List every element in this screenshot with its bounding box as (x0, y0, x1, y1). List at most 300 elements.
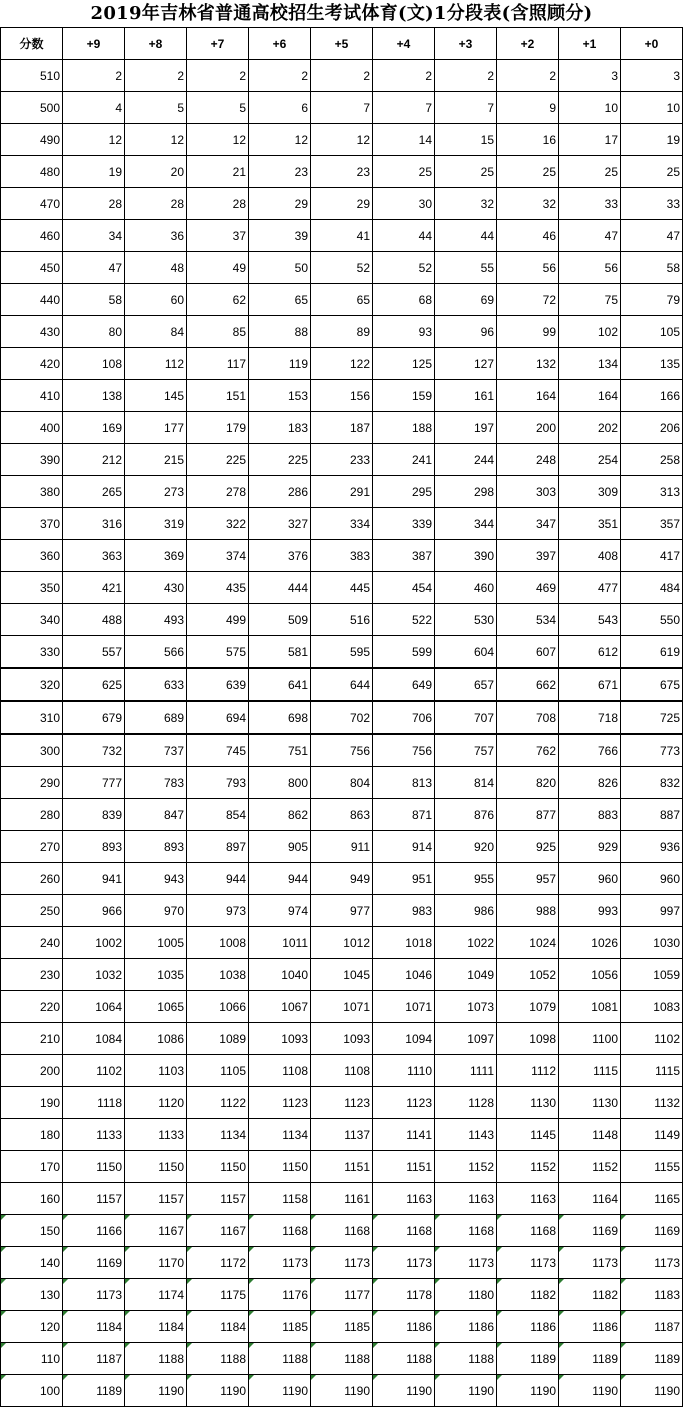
count-cell: 1175 (187, 1279, 249, 1311)
count-cell: 1161 (311, 1183, 373, 1215)
count-cell: 1185 (249, 1311, 311, 1343)
count-cell: 1071 (311, 991, 373, 1023)
count-cell: 88 (249, 316, 311, 348)
count-cell: 197 (435, 412, 497, 444)
count-cell: 1184 (187, 1311, 249, 1343)
count-cell: 258 (621, 444, 683, 476)
score-cell: 170 (1, 1151, 63, 1183)
count-cell: 1115 (559, 1055, 621, 1087)
table-row (1, 831, 683, 863)
count-cell: 1190 (249, 1375, 311, 1407)
count-cell: 1110 (373, 1055, 435, 1087)
count-cell: 1190 (497, 1375, 559, 1407)
count-cell: 1190 (187, 1375, 249, 1407)
count-cell: 460 (435, 572, 497, 604)
count-cell: 694 (187, 701, 249, 734)
count-cell: 1186 (497, 1311, 559, 1343)
count-cell: 1103 (125, 1055, 187, 1087)
count-cell: 499 (187, 604, 249, 636)
count-cell: 298 (435, 476, 497, 508)
count-cell: 949 (311, 863, 373, 895)
count-cell: 25 (497, 156, 559, 188)
count-cell: 32 (497, 188, 559, 220)
table-row (1, 348, 683, 380)
count-cell: 1150 (249, 1151, 311, 1183)
count-cell: 1157 (63, 1183, 125, 1215)
count-cell: 1112 (497, 1055, 559, 1087)
count-cell: 1158 (249, 1183, 311, 1215)
count-cell: 1093 (249, 1023, 311, 1055)
count-cell: 1081 (559, 991, 621, 1023)
count-cell: 1177 (311, 1279, 373, 1311)
count-cell: 1132 (621, 1087, 683, 1119)
count-cell: 10 (621, 92, 683, 124)
count-cell: 351 (559, 508, 621, 540)
count-cell: 435 (187, 572, 249, 604)
count-cell: 557 (63, 636, 125, 669)
count-cell: 1035 (125, 959, 187, 991)
count-cell: 813 (373, 767, 435, 799)
score-cell: 150 (1, 1215, 63, 1247)
count-cell: 2 (373, 60, 435, 92)
count-cell: 85 (187, 316, 249, 348)
count-cell: 138 (63, 380, 125, 412)
count-cell: 1065 (125, 991, 187, 1023)
count-cell: 820 (497, 767, 559, 799)
count-cell: 657 (435, 668, 497, 701)
count-cell: 575 (187, 636, 249, 669)
count-cell: 1134 (249, 1119, 311, 1151)
score-cell: 300 (1, 734, 63, 767)
count-cell: 65 (311, 284, 373, 316)
score-cell: 420 (1, 348, 63, 380)
header-plus3: +3 (435, 28, 497, 60)
count-cell: 1184 (63, 1311, 125, 1343)
count-cell: 21 (187, 156, 249, 188)
count-cell: 1170 (125, 1247, 187, 1279)
count-cell: 151 (187, 380, 249, 412)
table-row (1, 959, 683, 991)
score-cell: 180 (1, 1119, 63, 1151)
count-cell: 762 (497, 734, 559, 767)
count-cell: 15 (435, 124, 497, 156)
count-cell: 1052 (497, 959, 559, 991)
count-cell: 96 (435, 316, 497, 348)
count-cell: 36 (125, 220, 187, 252)
count-cell: 200 (497, 412, 559, 444)
count-cell: 47 (621, 220, 683, 252)
count-cell: 225 (249, 444, 311, 476)
count-cell: 619 (621, 636, 683, 669)
count-cell: 2 (125, 60, 187, 92)
count-cell: 1173 (249, 1247, 311, 1279)
count-cell: 188 (373, 412, 435, 444)
count-cell: 16 (497, 124, 559, 156)
count-cell: 737 (125, 734, 187, 767)
table-row (1, 92, 683, 124)
count-cell: 1143 (435, 1119, 497, 1151)
count-cell: 303 (497, 476, 559, 508)
count-cell: 534 (497, 604, 559, 636)
count-cell: 1164 (559, 1183, 621, 1215)
score-cell: 310 (1, 701, 63, 734)
count-cell: 1093 (311, 1023, 373, 1055)
count-cell: 707 (435, 701, 497, 734)
count-cell: 1108 (311, 1055, 373, 1087)
count-cell: 986 (435, 895, 497, 927)
count-cell: 1118 (63, 1087, 125, 1119)
count-cell: 153 (249, 380, 311, 412)
count-cell: 1188 (125, 1343, 187, 1375)
count-cell: 957 (497, 863, 559, 895)
count-cell: 977 (311, 895, 373, 927)
count-cell: 1089 (187, 1023, 249, 1055)
count-cell: 662 (497, 668, 559, 701)
count-cell: 1168 (497, 1215, 559, 1247)
count-cell: 543 (559, 604, 621, 636)
score-cell: 400 (1, 412, 63, 444)
count-cell: 39 (249, 220, 311, 252)
table-row (1, 1279, 683, 1311)
table-row (1, 734, 683, 767)
table-row (1, 412, 683, 444)
count-cell: 1045 (311, 959, 373, 991)
table-row (1, 156, 683, 188)
count-cell: 112 (125, 348, 187, 380)
count-cell: 47 (63, 252, 125, 284)
count-cell: 1102 (63, 1055, 125, 1087)
count-cell: 1173 (621, 1247, 683, 1279)
count-cell: 814 (435, 767, 497, 799)
count-cell: 706 (373, 701, 435, 734)
count-cell: 28 (125, 188, 187, 220)
count-cell: 390 (435, 540, 497, 572)
count-cell: 278 (187, 476, 249, 508)
count-cell: 1186 (435, 1311, 497, 1343)
count-cell: 322 (187, 508, 249, 540)
count-cell: 509 (249, 604, 311, 636)
count-cell: 1190 (621, 1375, 683, 1407)
count-cell: 1066 (187, 991, 249, 1023)
count-cell: 145 (125, 380, 187, 412)
count-cell: 387 (373, 540, 435, 572)
count-cell: 1180 (435, 1279, 497, 1311)
count-cell: 29 (311, 188, 373, 220)
count-cell: 877 (497, 799, 559, 831)
count-cell: 960 (621, 863, 683, 895)
count-cell: 369 (125, 540, 187, 572)
header-plus9: +9 (63, 28, 125, 60)
count-cell: 244 (435, 444, 497, 476)
score-cell: 240 (1, 927, 63, 959)
count-cell: 1123 (373, 1087, 435, 1119)
count-cell: 914 (373, 831, 435, 863)
score-cell: 140 (1, 1247, 63, 1279)
count-cell: 2 (249, 60, 311, 92)
table-row (1, 1183, 683, 1215)
count-cell: 783 (125, 767, 187, 799)
count-cell: 225 (187, 444, 249, 476)
table-row (1, 60, 683, 92)
table-row (1, 1215, 683, 1247)
count-cell: 55 (435, 252, 497, 284)
count-cell: 929 (559, 831, 621, 863)
table-row (1, 124, 683, 156)
count-cell: 10 (559, 92, 621, 124)
count-cell: 689 (125, 701, 187, 734)
count-cell: 1022 (435, 927, 497, 959)
count-cell: 44 (435, 220, 497, 252)
count-cell: 1094 (373, 1023, 435, 1055)
score-cell: 160 (1, 1183, 63, 1215)
count-cell: 522 (373, 604, 435, 636)
count-cell: 7 (311, 92, 373, 124)
header-plus4: +4 (373, 28, 435, 60)
count-cell: 1168 (311, 1215, 373, 1247)
count-cell: 951 (373, 863, 435, 895)
count-cell: 7 (435, 92, 497, 124)
count-cell: 745 (187, 734, 249, 767)
count-cell: 997 (621, 895, 683, 927)
count-cell: 893 (63, 831, 125, 863)
header-plus5: +5 (311, 28, 373, 60)
count-cell: 925 (497, 831, 559, 863)
count-cell: 477 (559, 572, 621, 604)
count-cell: 316 (63, 508, 125, 540)
score-cell: 430 (1, 316, 63, 348)
count-cell: 1038 (187, 959, 249, 991)
count-cell: 793 (187, 767, 249, 799)
count-cell: 983 (373, 895, 435, 927)
count-cell: 2 (497, 60, 559, 92)
count-cell: 1134 (187, 1119, 249, 1151)
count-cell: 29 (249, 188, 311, 220)
count-cell: 1186 (559, 1311, 621, 1343)
count-cell: 756 (311, 734, 373, 767)
score-cell: 220 (1, 991, 63, 1023)
count-cell: 105 (621, 316, 683, 348)
count-cell: 33 (559, 188, 621, 220)
score-cell: 210 (1, 1023, 63, 1055)
header-score: 分数 (1, 28, 63, 60)
count-cell: 14 (373, 124, 435, 156)
count-cell: 132 (497, 348, 559, 380)
count-cell: 30 (373, 188, 435, 220)
count-cell: 397 (497, 540, 559, 572)
score-cell: 370 (1, 508, 63, 540)
count-cell: 1120 (125, 1087, 187, 1119)
count-cell: 1169 (621, 1215, 683, 1247)
table-row (1, 636, 683, 669)
count-cell: 1064 (63, 991, 125, 1023)
table-row (1, 604, 683, 636)
score-cell: 280 (1, 799, 63, 831)
table-row (1, 284, 683, 316)
count-cell: 6 (249, 92, 311, 124)
count-cell: 484 (621, 572, 683, 604)
count-cell: 1176 (249, 1279, 311, 1311)
count-cell: 454 (373, 572, 435, 604)
table-row (1, 316, 683, 348)
count-cell: 911 (311, 831, 373, 863)
count-cell: 1174 (125, 1279, 187, 1311)
count-cell: 804 (311, 767, 373, 799)
count-cell: 1151 (311, 1151, 373, 1183)
count-cell: 1173 (435, 1247, 497, 1279)
count-cell: 1073 (435, 991, 497, 1023)
count-cell: 1133 (63, 1119, 125, 1151)
count-cell: 2 (63, 60, 125, 92)
count-cell: 1190 (125, 1375, 187, 1407)
table-row (1, 1343, 683, 1375)
count-cell: 46 (497, 220, 559, 252)
count-cell: 1130 (559, 1087, 621, 1119)
table-row (1, 1311, 683, 1343)
count-cell: 344 (435, 508, 497, 540)
count-cell: 1189 (621, 1343, 683, 1375)
count-cell: 313 (621, 476, 683, 508)
count-cell: 847 (125, 799, 187, 831)
count-cell: 295 (373, 476, 435, 508)
count-cell: 159 (373, 380, 435, 412)
count-cell: 732 (63, 734, 125, 767)
count-cell: 920 (435, 831, 497, 863)
count-cell: 1188 (249, 1343, 311, 1375)
count-cell: 339 (373, 508, 435, 540)
count-cell: 32 (435, 188, 497, 220)
count-cell: 1163 (373, 1183, 435, 1215)
count-cell: 1189 (497, 1343, 559, 1375)
score-cell: 110 (1, 1343, 63, 1375)
count-cell: 58 (621, 252, 683, 284)
count-cell: 108 (63, 348, 125, 380)
count-cell: 56 (497, 252, 559, 284)
table-row (1, 380, 683, 412)
count-cell: 1011 (249, 927, 311, 959)
count-cell: 960 (559, 863, 621, 895)
count-cell: 530 (435, 604, 497, 636)
count-cell: 893 (125, 831, 187, 863)
table-row (1, 927, 683, 959)
count-cell: 1097 (435, 1023, 497, 1055)
count-cell: 766 (559, 734, 621, 767)
table-row (1, 1023, 683, 1055)
count-cell: 1032 (63, 959, 125, 991)
count-cell: 408 (559, 540, 621, 572)
count-cell: 241 (373, 444, 435, 476)
count-cell: 1122 (187, 1087, 249, 1119)
count-cell: 1128 (435, 1087, 497, 1119)
count-cell: 1155 (621, 1151, 683, 1183)
count-cell: 1111 (435, 1055, 497, 1087)
score-cell: 390 (1, 444, 63, 476)
count-cell: 374 (187, 540, 249, 572)
count-cell: 99 (497, 316, 559, 348)
count-cell: 309 (559, 476, 621, 508)
count-cell: 62 (187, 284, 249, 316)
score-cell: 190 (1, 1087, 63, 1119)
count-cell: 19 (63, 156, 125, 188)
table-row (1, 991, 683, 1023)
count-cell: 1024 (497, 927, 559, 959)
count-cell: 248 (497, 444, 559, 476)
count-cell: 718 (559, 701, 621, 734)
count-cell: 1172 (187, 1247, 249, 1279)
score-cell: 460 (1, 220, 63, 252)
count-cell: 212 (63, 444, 125, 476)
count-cell: 215 (125, 444, 187, 476)
count-cell: 1150 (63, 1151, 125, 1183)
count-cell: 612 (559, 636, 621, 669)
count-cell: 773 (621, 734, 683, 767)
count-cell: 675 (621, 668, 683, 701)
count-cell: 1141 (373, 1119, 435, 1151)
count-cell: 1152 (435, 1151, 497, 1183)
count-cell: 1190 (559, 1375, 621, 1407)
table-row (1, 220, 683, 252)
count-cell: 122 (311, 348, 373, 380)
count-cell: 23 (249, 156, 311, 188)
count-cell: 1163 (435, 1183, 497, 1215)
table-body (1, 60, 683, 1407)
count-cell: 421 (63, 572, 125, 604)
count-cell: 1168 (249, 1215, 311, 1247)
count-cell: 12 (187, 124, 249, 156)
count-cell: 1182 (559, 1279, 621, 1311)
count-cell: 566 (125, 636, 187, 669)
count-cell: 1123 (311, 1087, 373, 1119)
score-cell: 360 (1, 540, 63, 572)
count-cell: 1178 (373, 1279, 435, 1311)
count-cell: 944 (187, 863, 249, 895)
count-cell: 1100 (559, 1023, 621, 1055)
count-cell: 1150 (125, 1151, 187, 1183)
count-cell: 166 (621, 380, 683, 412)
score-cell: 470 (1, 188, 63, 220)
count-cell: 117 (187, 348, 249, 380)
count-cell: 177 (125, 412, 187, 444)
score-cell: 230 (1, 959, 63, 991)
count-cell: 12 (125, 124, 187, 156)
score-cell: 490 (1, 124, 63, 156)
count-cell: 1049 (435, 959, 497, 991)
count-cell: 887 (621, 799, 683, 831)
count-cell: 1190 (435, 1375, 497, 1407)
count-cell: 1152 (497, 1151, 559, 1183)
count-cell: 161 (435, 380, 497, 412)
count-cell: 12 (311, 124, 373, 156)
count-cell: 679 (63, 701, 125, 734)
count-cell: 363 (63, 540, 125, 572)
count-cell: 1163 (497, 1183, 559, 1215)
score-cell: 510 (1, 60, 63, 92)
count-cell: 69 (435, 284, 497, 316)
count-cell: 202 (559, 412, 621, 444)
count-cell: 1187 (621, 1311, 683, 1343)
count-cell: 65 (249, 284, 311, 316)
table-row (1, 540, 683, 572)
count-cell: 1189 (559, 1343, 621, 1375)
count-cell: 1173 (63, 1279, 125, 1311)
count-cell: 25 (559, 156, 621, 188)
count-cell: 347 (497, 508, 559, 540)
count-cell: 1008 (187, 927, 249, 959)
count-cell: 430 (125, 572, 187, 604)
count-cell: 19 (621, 124, 683, 156)
count-cell: 89 (311, 316, 373, 348)
count-cell: 649 (373, 668, 435, 701)
count-cell: 1130 (497, 1087, 559, 1119)
